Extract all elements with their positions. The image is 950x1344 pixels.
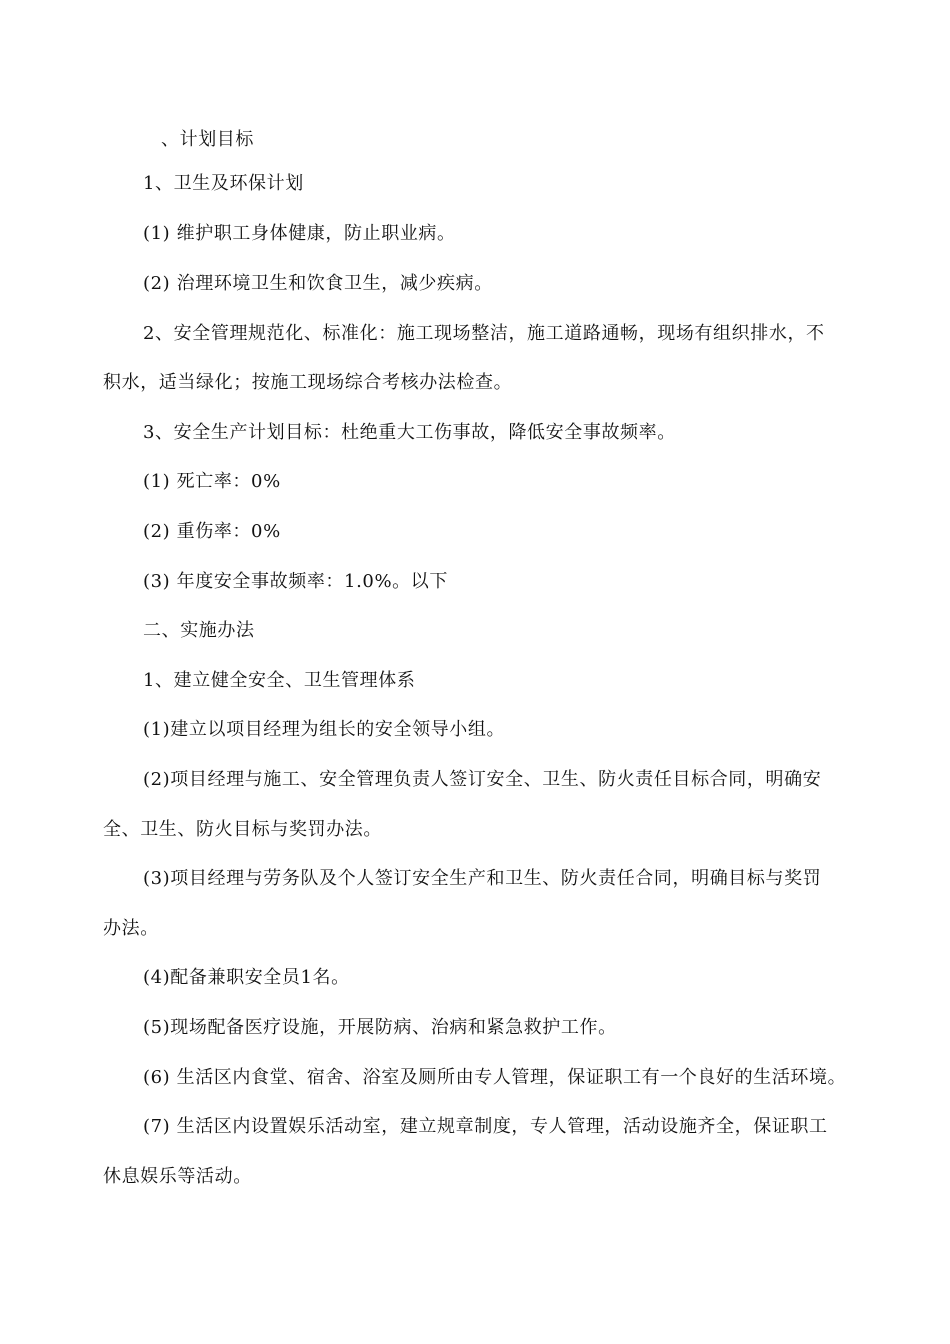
list-item-impl-2-line-2: 全、卫生、防火目标与奖罚办法。: [103, 819, 382, 840]
paragraph-2-line-1: 2、安全管理规范化、标准化：施工现场整洁，施工道路通畅，现场有组织排水，不: [143, 323, 825, 344]
list-item-3-1: (1) 死亡率：0%: [143, 471, 281, 492]
list-item-impl-2-line-1: (2)项目经理与施工、安全管理负责人签订安全、卫生、防火责任目标合同，明确安: [143, 769, 822, 790]
paragraph-2-line-2: 积水，适当绿化；按施工现场综合考核办法检查。: [103, 372, 513, 393]
list-item-1-1: (1) 维护职工身体健康，防止职业病。: [143, 223, 456, 244]
list-item-impl-6: (6) 生活区内食堂、宿舍、浴室及厕所由专人管理，保证职工有一个良好的生活环境。: [143, 1067, 847, 1088]
list-item-impl-5: (5)现场配备医疗设施，开展防病、治病和紧急救护工作。: [143, 1017, 617, 1038]
list-item-1-2: (2) 治理环境卫生和饮食卫生，减少疾病。: [143, 273, 493, 294]
paragraph-3: 3、安全生产计划目标：杜绝重大工伤事故，降低安全事故频率。: [143, 422, 676, 443]
list-item-impl-4: (4)配备兼职安全员1名。: [143, 967, 350, 988]
list-item-3-2: (2) 重伤率：0%: [143, 521, 281, 542]
list-item-impl-3-line-2: 办法。: [103, 918, 159, 939]
subheading-management-system: 1、建立健全安全、卫生管理体系: [143, 670, 416, 691]
list-item-impl-7-line-2: 休息娱乐等活动。: [103, 1166, 252, 1187]
list-item-impl-3-line-1: (3)项目经理与劳务队及个人签订安全生产和卫生、防火责任合同，明确目标与奖罚: [143, 868, 822, 889]
section-heading-implementation: 二、实施办法: [143, 620, 255, 641]
list-item-impl-7-line-1: (7) 生活区内设置娱乐活动室，建立规章制度，专人管理，活动设施齐全，保证职工: [143, 1116, 828, 1137]
subheading-hygiene-plan: 1、卫生及环保计划: [143, 173, 304, 194]
list-item-3-3: (3) 年度安全事故频率：1.0%。以下: [143, 571, 448, 592]
section-heading-plan-goals: 、计划目标: [161, 129, 254, 150]
list-item-impl-1: (1)建立以项目经理为组长的安全领导小组。: [143, 719, 506, 740]
